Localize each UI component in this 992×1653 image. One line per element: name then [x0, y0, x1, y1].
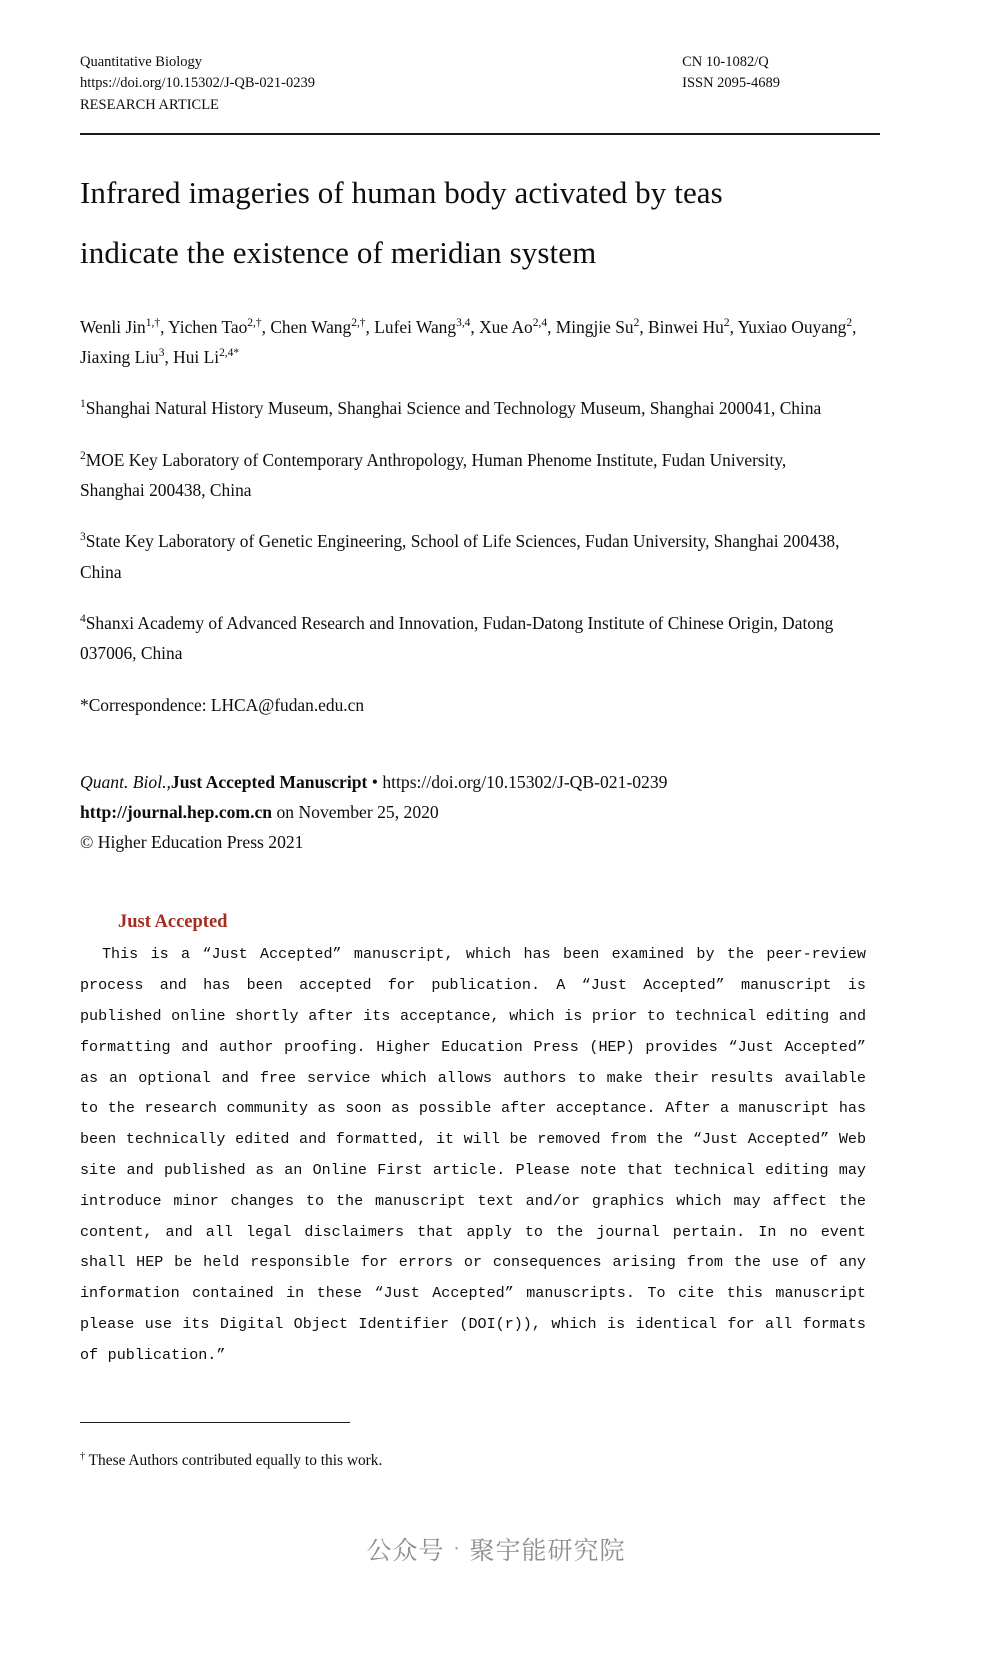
citation-site-url: http://journal.hep.com.cn	[80, 801, 273, 822]
author-name: Mingjie Su	[555, 316, 634, 337]
author-affil-marker: 2	[633, 316, 640, 329]
author-item	[173, 347, 239, 367]
running-head-left	[80, 52, 315, 116]
watermark-dot: ·	[453, 1538, 461, 1560]
title-line-2: indicate the existence of meridian system	[80, 234, 597, 270]
affiliation-text: State Key Laboratory of Genetic Engineering, School of Life Sciences, Fudan University, Shanghai 200438, China	[80, 531, 840, 582]
citation-line-1	[80, 767, 880, 797]
article-type: RESEARCH ARTICLE	[80, 96, 219, 113]
citation-separator: •	[367, 771, 383, 792]
author-item	[479, 317, 547, 337]
author-affil-marker: 2,†	[351, 316, 366, 329]
cn-number: CN 10-1082/Q	[682, 54, 769, 70]
author-affil-marker: 2	[723, 316, 730, 329]
author-item	[738, 317, 852, 337]
author-affil-marker: 2,4*	[219, 346, 240, 359]
affiliation-text: Shanghai Natural History Museum, Shanghai Science and Technology Museum, Shanghai 200041, China	[85, 398, 822, 419]
author-name: Wenli Jin	[80, 316, 146, 337]
correspondence-line: *Correspondence: LHCA@fudan.edu.cn	[80, 695, 365, 716]
citation-line-2	[80, 797, 880, 827]
journal-name: Quantitative Biology	[80, 54, 203, 70]
affiliation-item	[80, 608, 850, 669]
just-accepted-heading: Just Accepted	[118, 912, 228, 933]
citation-date: on November 25, 2020	[272, 801, 439, 822]
watermark	[0, 1531, 992, 1567]
author-name: Yuxiao Ouyang	[737, 316, 847, 337]
footnote-text: These Authors contributed equally to this work.	[85, 1452, 383, 1470]
author-name: Hui Li	[173, 346, 220, 367]
author-name: Xue Ao	[479, 316, 533, 337]
footnote	[80, 1449, 880, 1474]
running-head-right	[682, 52, 880, 95]
header-divider	[80, 133, 880, 135]
affiliation-marker: 1	[80, 398, 86, 411]
affiliation-item	[80, 393, 850, 423]
affiliation-marker: 4	[80, 613, 86, 626]
footnote-marker: †	[80, 1451, 86, 1463]
affiliation-item	[80, 526, 850, 587]
title-line-1: Infrared imageries of human body activated by teas	[80, 174, 723, 210]
author-affil-marker: 2	[846, 316, 853, 329]
author-name: Binwei Hu	[648, 316, 724, 337]
author-affil-marker: 1,†	[145, 316, 161, 329]
citation-doi-url: https://doi.org/10.15302/J-QB-021-0239	[382, 771, 668, 792]
affiliation-text: Shanxi Academy of Advanced Research and Innovation, Fudan-Datong Institute of Chinese Origin, Datong 037006, China	[80, 612, 834, 664]
author-affil-marker: 2,†	[247, 316, 262, 329]
author-name: Jiaxing Liu	[80, 346, 159, 367]
author-affil-marker: 3	[158, 346, 165, 359]
author-item	[80, 347, 164, 367]
author-list: Wenli Jin$^{1,\dagger}$, Yichen Tao$^{2,\dagger}$, Chen Wang$^{2,\dagger}$, Lufei Wang$^{3,4}$, Xue Ao$^{2,4}$, Mingjie Su$^2$, Binwei Hu$^2$, Yuxiao Ouyang$^2$, Jiaxing Liu$^3$, Hui $Li^{2,4*}$	[80, 316, 857, 367]
author-name: Yichen Tao	[168, 316, 248, 337]
author-affil-marker: 3,4	[456, 316, 471, 329]
citation-journal-abbrev: Quant. Biol.,	[80, 771, 171, 792]
citation-copyright: © Higher Education Press 2021	[80, 832, 304, 853]
citation-block	[80, 767, 880, 858]
author-item	[556, 317, 640, 337]
watermark-prefix: 公众号	[366, 1536, 445, 1565]
author-item	[270, 317, 365, 337]
running-head	[80, 0, 880, 116]
journal-doi-url: https://doi.org/10.15302/J-QB-021-0239	[80, 75, 315, 92]
just-accepted-body: This is a “Just Accepted” manuscript, which has been examined by the peer-review process and has been accepted for publication. A “Just Accepted” manuscript is published online shortly after its acceptance, which is prior to technical editing and formatting and author proofing. Higher Education Press (HEP) provides “Just Accepted” as an optional and free service which allows authors to make their results available to the research community as soon as possible after acceptance. After a manuscript has been technically edited and formatted, it will be removed from the “Just Accepted” Web site and published as an Online First article. Please note that technical editing may introduce minor changes to the manuscript text and/or graphics which may affect the content, and all legal disclaimers that apply to the journal pertain. In no event shall HEP be held responsible for errors or consequences arising from the use of any information contained in these “Just Accepted” manuscripts. To cite this manuscript please use its Digital Object Identifier (DOI(r)), which is identical for all formats of publication.”	[80, 945, 866, 1364]
author-item	[80, 317, 160, 337]
affiliation-item	[80, 445, 850, 506]
footnote-divider	[80, 1422, 350, 1423]
affiliation-text: MOE Key Laboratory of Contemporary Anthropology, Human Phenome Institute, Fudan University, Shanghai 200438, China	[80, 449, 787, 501]
affiliation-marker: 2	[80, 449, 86, 462]
author-item	[168, 317, 261, 337]
citation-status: Just Accepted Manuscript	[170, 771, 368, 792]
author-item	[374, 317, 470, 337]
author-item	[648, 317, 730, 337]
watermark-name: 聚宇能研究院	[469, 1536, 626, 1565]
author-name: Chen Wang	[270, 316, 352, 337]
author-name: Lufei Wang	[374, 316, 457, 337]
page-title	[80, 163, 840, 283]
issn-number: ISSN 2095-4689	[682, 75, 780, 92]
author-affil-marker: 2,4	[532, 316, 548, 329]
affiliation-marker: 3	[80, 531, 86, 544]
page-content	[80, 0, 880, 1474]
